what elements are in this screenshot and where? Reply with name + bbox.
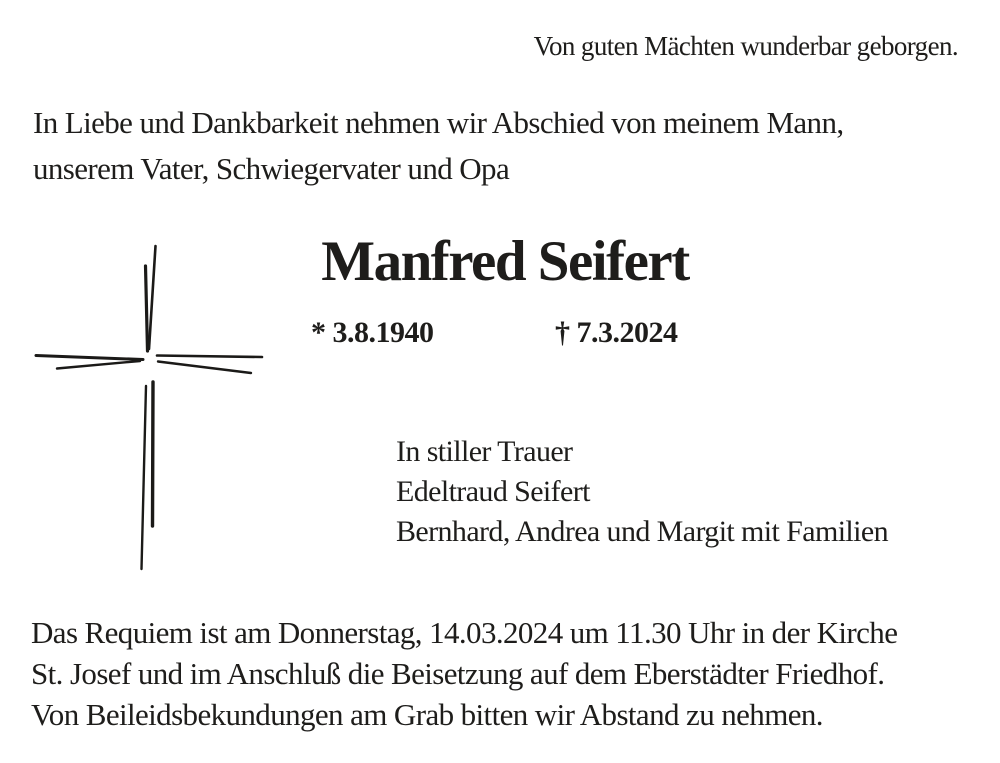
life-dates (0, 316, 1000, 356)
mourning-line-3: Bernhard, Andrea und Margit mit Familien (396, 515, 889, 548)
deceased-name: Manfred Seifert (321, 230, 689, 293)
intro-line-2: unserem Vater, Schwiegervater und Opa (33, 151, 510, 186)
service-line-3: Von Beileidsbekundungen am Grab bitten wir Abstand zu nehmen. (31, 697, 823, 732)
cross-icon (30, 240, 270, 580)
mourning-line-2: Edeltraud Seifert (396, 475, 590, 508)
mourners-block (396, 432, 888, 552)
mourning-line-1: In stiller Trauer (396, 435, 573, 468)
service-line-2: St. Josef und im Anschluß die Beisetzung auf dem Eberstädter Friedhof. (31, 656, 885, 691)
service-info (31, 612, 897, 735)
intro-paragraph (33, 100, 844, 192)
birth-date: * 3.8.1940 (311, 316, 434, 349)
service-line-1: Das Requiem ist am Donnerstag, 14.03.2024 um 11.30 Uhr in der Kirche (31, 615, 898, 650)
death-date: † 7.3.2024 (555, 316, 678, 349)
motto-text: Von guten Mächten wunderbar geborgen. (533, 31, 958, 61)
intro-line-1: In Liebe und Dankbarkeit nehmen wir Abschied von meinem Mann, (33, 105, 844, 140)
